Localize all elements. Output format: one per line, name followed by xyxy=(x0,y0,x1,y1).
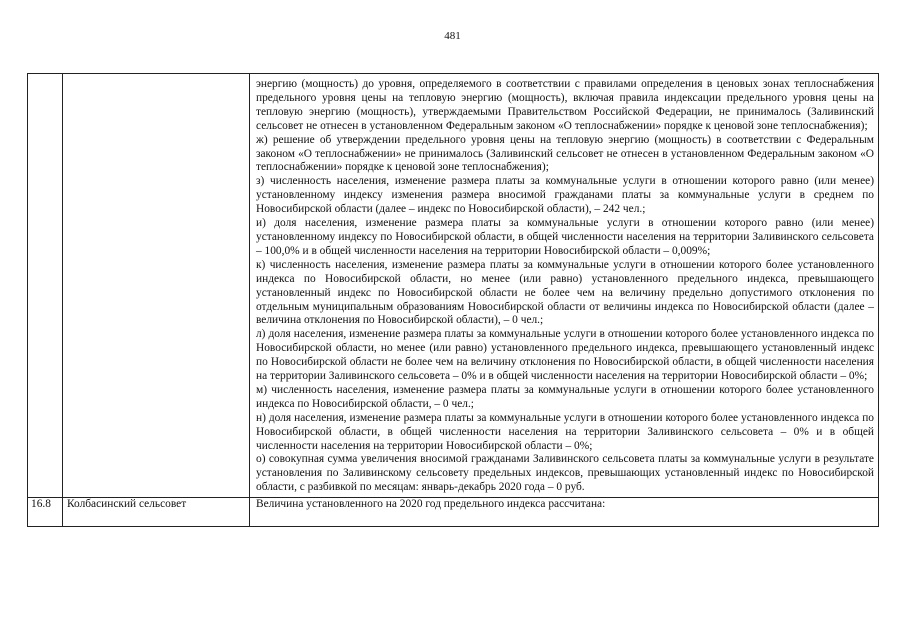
row-number-cell xyxy=(28,74,63,498)
description-cell: Величина установленного на 2020 год предельного индекса рассчитана: xyxy=(250,498,879,527)
table-row xyxy=(28,498,879,527)
paragraph-zh: ж) решение об утверждении предельного уровня цены на тепловую энергию (мощность) в соответствии с Федеральным законом «О теплоснабжении» не принималось (Заливинский сельсовет не отнесен в установленном Федеральным законом «О теплоснабжении» порядке к ценовой зоне теплоснабжения); xyxy=(256,133,874,174)
row-number-cell: 16.8 xyxy=(28,498,63,527)
paragraph-z: з) численность населения, изменение размера платы за коммунальные услуги в отношении которого равно (или менее) установленному индексу изменения размера вносимой гражданами платы за коммунальные услуги в среднем по Новосибирской области (далее – индекс по Новосибирской области), – 242 чел.; xyxy=(256,175,874,216)
paragraph-n: н) доля населения, изменение размера платы за коммунальные услуги в отношении которого более установленного индекса по Новосибирской области, в общей численности населения на территории Заливинского сельсовета – 0% и в общей численности населения на территории Новосибирской области – 0%; xyxy=(256,411,874,452)
table-row xyxy=(28,74,879,498)
paragraph-m: м) численность населения, изменение размера платы за коммунальные услуги в отношении которого более установленного индекса по Новосибирской области, – 0 чел.; xyxy=(256,383,874,410)
municipality-name-cell xyxy=(63,74,250,498)
paragraph-k: к) численность населения, изменение размера платы за коммунальные услуги в отношении которого более установленного индекса по Новосибирской области, но менее (или равно) установленного предельного индекса, превышающего установленный индекс по Новосибирской области не более чем на величину предельно допустимого отклонения по отдельным муниципальным образованиям Новосибирской области от величины индекса по Новосибирской области (далее – величина отклонения по Новосибирской области), – 0 чел.; xyxy=(256,258,874,327)
paragraph-o: о) совокупная сумма увеличения вносимой гражданами Заливинского сельсовета платы за коммунальные услуги в результате установления по Заливинскому сельсовету предельных индексов, превышающих установленный индекс по Новосибирской области, с разбивкой по месяцам: январь-декабрь 2020 года – 0 руб. xyxy=(256,453,874,494)
paragraph-continuation: энергию (мощность) до уровня, определяемого в соответствии с правилами определения в ценовых зонах теплоснабжения предельного уровня цены на тепловую энергию (мощность), включая правила индексации предельного уровня цены на тепловую энергию (мощность), утверждаемыми Правительством Российской Федерации, не принималось (Заливинский сельсовет не отнесен в установленном Федеральным законом «О теплоснабжении» порядке к ценовой зоне теплоснабжения); xyxy=(256,78,874,132)
paragraph-l: л) доля населения, изменение размера платы за коммунальные услуги в отношении которого более установленного индекса по Новосибирской области, но менее (или равно) установленного предельного индекса, превышающего установленный индекс по Новосибирской области не более чем на величину отклонения по Новосибирской области, в общей численности населения на территории Заливинского сельсовета – 0% и в общей численности населения на территории Новосибирской области – 0%; xyxy=(256,328,874,383)
description-cell xyxy=(250,74,879,498)
municipalities-table xyxy=(27,73,879,527)
page-number: 481 xyxy=(444,30,461,42)
municipality-name-cell: Колбасинский сельсовет xyxy=(63,498,250,527)
paragraph-i: и) доля населения, изменение размера платы за коммунальные услуги в отношении которого равно (или менее) установленному индексу по Новосибирской области, в общей численности населения на территории Заливинского сельсовета – 100,0% и в общей численности населения на территории Новосибирской области – 0,009%; xyxy=(256,217,874,257)
